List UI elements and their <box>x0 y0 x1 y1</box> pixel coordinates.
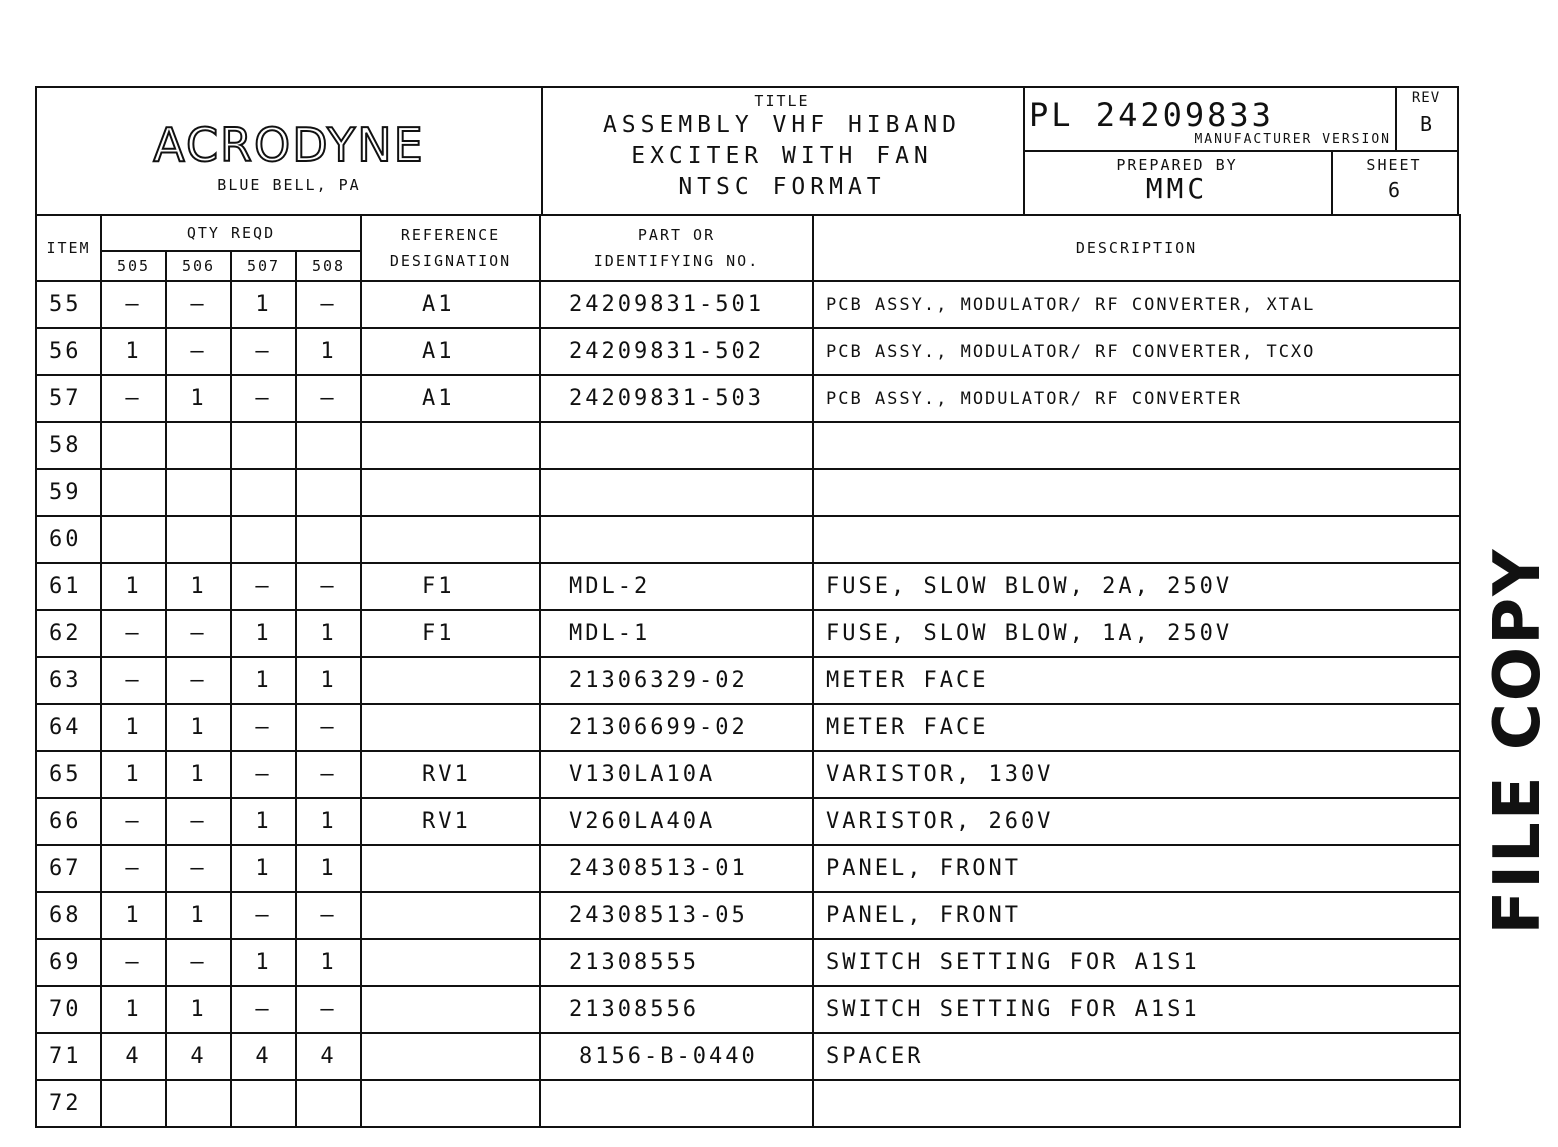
qty-508: – <box>296 751 361 798</box>
qty-506: – <box>166 657 231 704</box>
header-reference-line: DESIGNATION <box>389 252 512 270</box>
reference-designation <box>361 469 540 516</box>
item-number: 55 <box>36 281 101 328</box>
prepared-by-block <box>1023 150 1333 214</box>
part-number <box>540 1080 813 1127</box>
qty-507 <box>231 469 296 516</box>
reference-designation <box>361 939 540 986</box>
qty-508: – <box>296 563 361 610</box>
description: PANEL, FRONT <box>813 892 1460 939</box>
sheet-block <box>1331 150 1457 214</box>
pl-number-block <box>1023 88 1397 152</box>
qty-505: 1 <box>101 892 166 939</box>
qty-508: – <box>296 986 361 1033</box>
item-number: 65 <box>36 751 101 798</box>
qty-505: – <box>101 610 166 657</box>
company-logo: ACRODYNE <box>153 118 425 172</box>
part-number: 8156-B-0440 <box>540 1033 813 1080</box>
qty-505 <box>101 516 166 563</box>
reference-designation: F1 <box>361 563 540 610</box>
qty-507 <box>231 1080 296 1127</box>
header-qty-505: 505 <box>101 251 166 281</box>
reference-designation: A1 <box>361 375 540 422</box>
qty-508: – <box>296 704 361 751</box>
rev-label: REV <box>1411 90 1441 106</box>
part-number: 24209831-503 <box>540 375 813 422</box>
item-number: 60 <box>36 516 101 563</box>
reference-designation: RV1 <box>361 751 540 798</box>
qty-506: 1 <box>166 704 231 751</box>
table-row <box>36 1033 1460 1080</box>
qty-505 <box>101 1080 166 1127</box>
qty-508: – <box>296 375 361 422</box>
qty-508: 1 <box>296 798 361 845</box>
table-row <box>36 751 1460 798</box>
reference-designation: F1 <box>361 610 540 657</box>
item-number: 71 <box>36 1033 101 1080</box>
qty-506: 1 <box>166 751 231 798</box>
qty-505: 1 <box>101 751 166 798</box>
qty-505: 1 <box>101 704 166 751</box>
qty-505 <box>101 422 166 469</box>
qty-505: – <box>101 281 166 328</box>
qty-505: – <box>101 375 166 422</box>
header-reference-line: REFERENCE <box>400 226 501 244</box>
sheet-number: 6 <box>1387 178 1401 202</box>
part-number: 21306329-02 <box>540 657 813 704</box>
table-row <box>36 704 1460 751</box>
header-part-line: PART OR <box>637 226 716 244</box>
item-number: 57 <box>36 375 101 422</box>
description <box>813 422 1460 469</box>
qty-505: 1 <box>101 328 166 375</box>
part-number: 24308513-05 <box>540 892 813 939</box>
part-number: 21308555 <box>540 939 813 986</box>
qty-506: 1 <box>166 892 231 939</box>
item-number: 62 <box>36 610 101 657</box>
pl-number: PL 24209833 <box>1029 96 1274 134</box>
description: SWITCH SETTING FOR A1S1 <box>813 939 1460 986</box>
reference-designation <box>361 1080 540 1127</box>
part-number: 21306699-02 <box>540 704 813 751</box>
qty-505: – <box>101 845 166 892</box>
description: SPACER <box>813 1033 1460 1080</box>
qty-505: – <box>101 657 166 704</box>
qty-506 <box>166 1080 231 1127</box>
header-qty-506: 506 <box>166 251 231 281</box>
title-line: EXCITER WITH FAN <box>631 143 933 169</box>
sheet-label: SHEET <box>1366 156 1422 174</box>
table-row <box>36 845 1460 892</box>
version-label: MANUFACTURER VERSION <box>1194 132 1391 147</box>
qty-508 <box>296 1080 361 1127</box>
qty-507: 1 <box>231 798 296 845</box>
item-number: 61 <box>36 563 101 610</box>
part-number: 21308556 <box>540 986 813 1033</box>
item-number: 70 <box>36 986 101 1033</box>
description: PCB ASSY., MODULATOR/ RF CONVERTER, XTAL <box>813 281 1460 328</box>
reference-designation <box>361 986 540 1033</box>
table-row <box>36 986 1460 1033</box>
qty-508 <box>296 469 361 516</box>
qty-506: – <box>166 610 231 657</box>
reference-designation <box>361 704 540 751</box>
prepared-by-value: MMC <box>1145 172 1209 205</box>
qty-505: 1 <box>101 986 166 1033</box>
qty-508: 1 <box>296 845 361 892</box>
description: PCB ASSY., MODULATOR/ RF CONVERTER, TCXO <box>813 328 1460 375</box>
qty-506: – <box>166 845 231 892</box>
header-item: ITEM <box>36 215 101 281</box>
item-number: 72 <box>36 1080 101 1127</box>
qty-506: 1 <box>166 375 231 422</box>
header-qty-507: 507 <box>231 251 296 281</box>
table-row <box>36 610 1460 657</box>
header-reference <box>361 215 540 281</box>
table-row <box>36 563 1460 610</box>
reference-designation: A1 <box>361 281 540 328</box>
qty-506: – <box>166 281 231 328</box>
qty-505: – <box>101 798 166 845</box>
item-number: 66 <box>36 798 101 845</box>
qty-506 <box>166 469 231 516</box>
table-row <box>36 281 1460 328</box>
item-number: 68 <box>36 892 101 939</box>
header-part <box>540 215 813 281</box>
qty-507: 1 <box>231 845 296 892</box>
qty-508: 1 <box>296 328 361 375</box>
reference-designation <box>361 657 540 704</box>
qty-507: – <box>231 986 296 1033</box>
item-number: 63 <box>36 657 101 704</box>
reference-designation <box>361 892 540 939</box>
description: VARISTOR, 260V <box>813 798 1460 845</box>
header-qty-508: 508 <box>296 251 361 281</box>
qty-506: 1 <box>166 563 231 610</box>
qty-507: – <box>231 328 296 375</box>
qty-506: – <box>166 328 231 375</box>
qty-507: 1 <box>231 657 296 704</box>
file-copy-stamp <box>1478 547 1558 935</box>
item-number: 67 <box>36 845 101 892</box>
qty-507: – <box>231 751 296 798</box>
description: PCB ASSY., MODULATOR/ RF CONVERTER <box>813 375 1460 422</box>
description: FUSE, SLOW BLOW, 1A, 250V <box>813 610 1460 657</box>
description: PANEL, FRONT <box>813 845 1460 892</box>
item-number: 64 <box>36 704 101 751</box>
parts-list-sheet <box>35 86 1459 1128</box>
qty-506: 4 <box>166 1033 231 1080</box>
part-number <box>540 422 813 469</box>
table-row <box>36 939 1460 986</box>
table-row <box>36 422 1460 469</box>
part-number: 24209831-502 <box>540 328 813 375</box>
title-line: ASSEMBLY VHF HIBAND <box>602 112 962 138</box>
qty-508: – <box>296 892 361 939</box>
reference-designation <box>361 845 540 892</box>
prepared-by-label: PREPARED BY <box>1116 156 1238 174</box>
reference-designation <box>361 1033 540 1080</box>
header-part-line: IDENTIFYING NO. <box>593 252 760 270</box>
qty-507: 1 <box>231 281 296 328</box>
reference-designation: A1 <box>361 328 540 375</box>
qty-505: 1 <box>101 563 166 610</box>
part-number: MDL-1 <box>540 610 813 657</box>
reference-designation <box>361 422 540 469</box>
qty-507: 1 <box>231 610 296 657</box>
item-number: 56 <box>36 328 101 375</box>
rev-value: B <box>1419 112 1433 136</box>
qty-507 <box>231 422 296 469</box>
part-number <box>540 469 813 516</box>
company-block <box>37 88 543 214</box>
qty-508 <box>296 516 361 563</box>
table-row <box>36 375 1460 422</box>
company-location: BLUE BELL, PA <box>217 176 361 194</box>
item-number: 69 <box>36 939 101 986</box>
description: FUSE, SLOW BLOW, 2A, 250V <box>813 563 1460 610</box>
qty-508: 1 <box>296 610 361 657</box>
table-row <box>36 657 1460 704</box>
description: SWITCH SETTING FOR A1S1 <box>813 986 1460 1033</box>
title-block-title <box>541 88 1025 214</box>
description <box>813 516 1460 563</box>
qty-508: 4 <box>296 1033 361 1080</box>
header-qty: QTY REQD <box>101 215 361 251</box>
qty-505: – <box>101 939 166 986</box>
item-number: 59 <box>36 469 101 516</box>
description: METER FACE <box>813 657 1460 704</box>
qty-508 <box>296 422 361 469</box>
qty-507: – <box>231 704 296 751</box>
qty-506 <box>166 422 231 469</box>
part-number: 24209831-501 <box>540 281 813 328</box>
qty-508: – <box>296 281 361 328</box>
qty-507 <box>231 516 296 563</box>
title-line: NTSC FORMAT <box>678 174 886 200</box>
description: VARISTOR, 130V <box>813 751 1460 798</box>
qty-505: 4 <box>101 1033 166 1080</box>
qty-507: – <box>231 375 296 422</box>
part-number: 24308513-01 <box>540 845 813 892</box>
qty-507: 4 <box>231 1033 296 1080</box>
rev-block <box>1395 88 1457 152</box>
description: METER FACE <box>813 704 1460 751</box>
reference-designation: RV1 <box>361 798 540 845</box>
table-row <box>36 798 1460 845</box>
description <box>813 469 1460 516</box>
parts-rows <box>36 281 1460 1127</box>
description <box>813 1080 1460 1127</box>
table-row <box>36 469 1460 516</box>
table-row <box>36 516 1460 563</box>
qty-507: 1 <box>231 939 296 986</box>
part-number <box>540 516 813 563</box>
part-number: V130LA10A <box>540 751 813 798</box>
qty-506: – <box>166 798 231 845</box>
qty-508: 1 <box>296 657 361 704</box>
header-description: DESCRIPTION <box>813 215 1460 281</box>
part-number: V260LA40A <box>540 798 813 845</box>
qty-507: – <box>231 563 296 610</box>
item-number: 58 <box>36 422 101 469</box>
qty-506: – <box>166 939 231 986</box>
table-row <box>36 1080 1460 1127</box>
qty-506 <box>166 516 231 563</box>
qty-506: 1 <box>166 986 231 1033</box>
table-row <box>36 892 1460 939</box>
table-row <box>36 328 1460 375</box>
parts-table <box>35 214 1461 1128</box>
title-label: TITLE <box>754 92 810 110</box>
reference-designation <box>361 516 540 563</box>
qty-508: 1 <box>296 939 361 986</box>
title-block <box>35 86 1459 216</box>
file-copy-stamp-text: FILE COPY <box>1481 547 1555 935</box>
qty-505 <box>101 469 166 516</box>
qty-507: – <box>231 892 296 939</box>
part-number: MDL-2 <box>540 563 813 610</box>
